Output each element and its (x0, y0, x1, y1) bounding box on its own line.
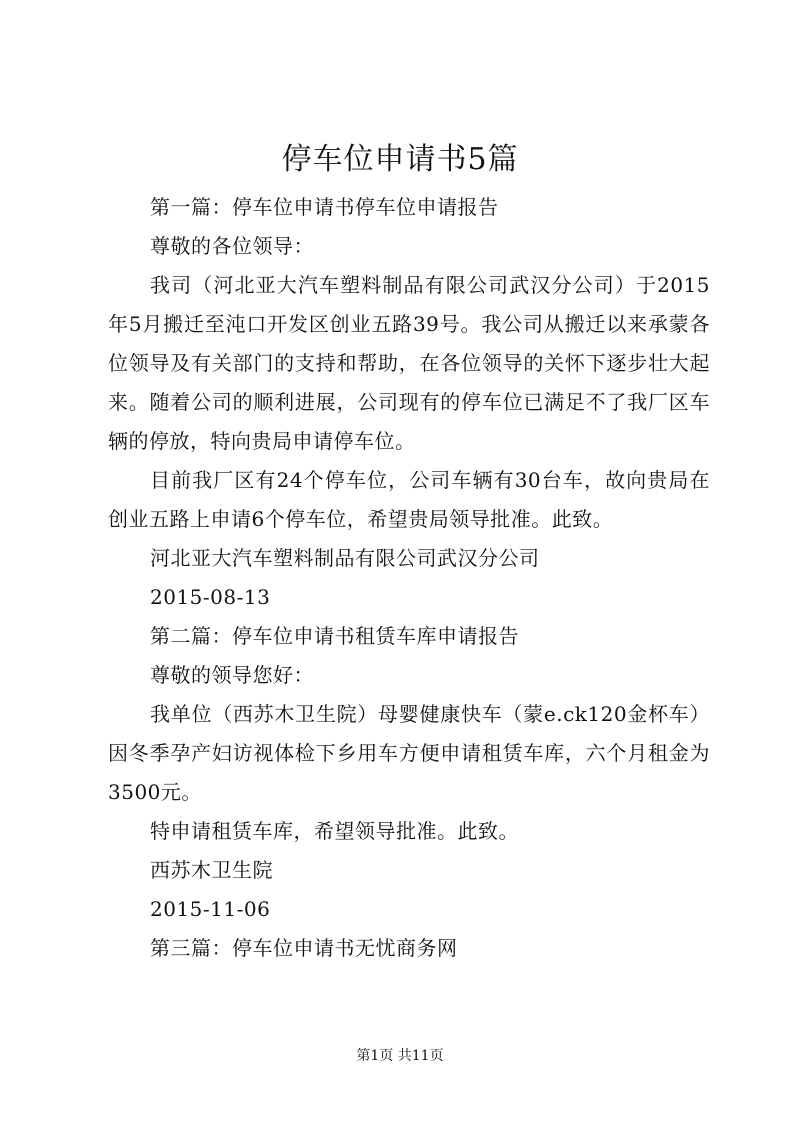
section-heading-1: 第一篇：停车位申请书停车位申请报告 (150, 195, 499, 219)
document-title: 停车位申请书5篇 (281, 142, 519, 177)
page-number-footer: 第1页 共11页 (356, 1048, 444, 1064)
signature-company: 河北亚大汽车塑料制品有限公司武汉分公司 (150, 546, 540, 570)
document-body (108, 188, 710, 968)
salutation: 尊敬的领导您好： (150, 663, 314, 687)
body-paragraph: 目前我厂区有24个停车位，公司车辆有30台车，故向贵局在创业五路上申请6个停车位，希望贵局领导批准。此致。 (108, 468, 710, 531)
salutation: 尊敬的各位领导： (150, 234, 314, 258)
signature-date: 2015-08-13 (150, 585, 271, 609)
signature-date: 2015-11-06 (150, 897, 271, 921)
body-paragraph: 我单位（西苏木卫生院）母婴健康快车（蒙e.ck120金杯车）因冬季孕产妇访视体检下乡用车方便申请租赁车库，六个月租金为3500元。 (108, 702, 710, 804)
section-heading-3: 第三篇：停车位申请书无忧商务网 (150, 936, 458, 960)
signature-organization: 西苏木卫生院 (150, 858, 273, 882)
body-paragraph: 我司（河北亚大汽车塑料制品有限公司武汉分公司）于2015年5月搬迁至沌口开发区创业五路39号。我公司从搬迁以来承蒙各位领导及有关部门的支持和帮助，在各位领导的关怀下逐步壮大起来。随着公司的顺利进展，公司现有的停车位已满足不了我厂区车辆的停放，特向贵局申请停车位。 (108, 273, 710, 453)
body-paragraph: 特申请租赁车库，希望领导批准。此致。 (150, 819, 519, 843)
section-heading-2: 第二篇：停车位申请书租赁车库申请报告 (150, 624, 519, 648)
